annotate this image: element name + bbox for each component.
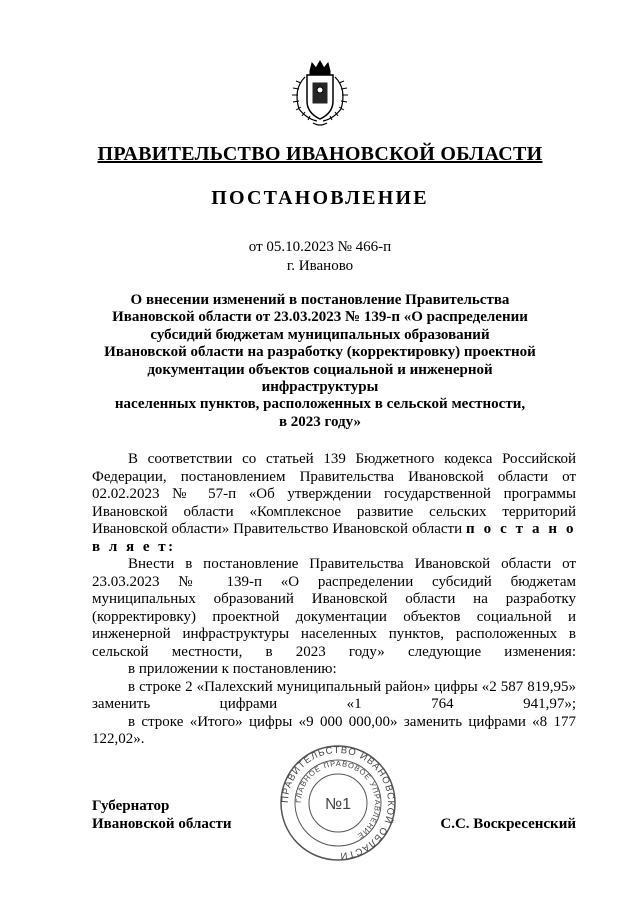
date-block — [0, 238, 640, 276]
body-paragraph-row2: в строке 2 «Палехский муниципальный район» цифры «2 587 819,95» заменить цифрами «1 764 941,97»; — [92, 678, 576, 712]
subject-line: Ивановской области на разработку (корректировку) проектной — [104, 344, 536, 361]
signatory-title-line: Губернатор — [92, 798, 170, 814]
coat-of-arms-emblem — [283, 57, 357, 129]
subject-line: населенных пунктов, расположенных в сельской местности, — [114, 396, 526, 413]
body-paragraph-appendix: в приложении к постановлению: — [128, 661, 337, 677]
resolves-word: п о с т а н о в л я е т: — [92, 521, 576, 555]
seal-stamp — [278, 743, 398, 863]
signatory-name: С.С. Воскресенский — [440, 816, 576, 832]
body-paragraph-total: в строке «Итого» цифры «9 000 000,00» заменить цифрами «8 177 122,02». — [92, 713, 576, 747]
basis-text: В соответствии со статьей 139 Бюджетного кодекса Российской Федерации, постановлением Правительства Ивановской области от 02.02.2023 № 57-п «Об утверждении государственной программы Ивановской области «Комплексное развитие сельских территорий Ивановской области» Правительство Ивановской области — [92, 451, 576, 537]
body-paragraph-basis — [92, 451, 576, 556]
subject-line: О внесении изменений в постановление Правительства — [130, 292, 510, 308]
date-number: от 05.10.2023 № 466-п — [248, 239, 392, 255]
document-body — [92, 451, 576, 749]
document-subject — [88, 292, 552, 431]
subject-line: Ивановской области от 23.03.2023 № 139-п «О распределении — [112, 309, 528, 326]
subject-line: документации объектов социальной и инженерной инфраструктуры — [147, 361, 493, 396]
signatory-title-line: Ивановской области — [92, 816, 232, 832]
stamp-number: №1 — [324, 796, 352, 813]
subject-line: в 2023 году» — [278, 413, 362, 430]
stamp-outer-text: ПРАВИТЕЛЬСТВО ИВАНОВСКОЙ ОБЛАСТИ — [279, 744, 397, 862]
body-paragraph-amend: Внести в постановление Правительства Ивановской области от 23.03.2023 № 139-п «О распределении субсидий бюджетам муниципальных образований Ивановской области на разработку (корректировку) проектной документации объектов социальной и инженерной инфраструктуры населенных пунктов, расположенных в сельской местности, в 2023 году» следующие изменения: — [92, 556, 576, 660]
signatory-title — [92, 797, 232, 833]
city: г. Иваново — [286, 258, 354, 274]
government-title: ПРАВИТЕЛЬСТВО ИВАНОВСКОЙ ОБЛАСТИ — [97, 143, 543, 165]
document-type: ПОСТАНОВЛЕНИЕ — [211, 187, 429, 209]
stamp-inner-text: ГЛАВНОЕ ПРАВОВОЕ УПРАВЛЕНИЕ — [293, 758, 383, 841]
subject-line: субсидий бюджетам муниципальных образований — [150, 326, 490, 343]
